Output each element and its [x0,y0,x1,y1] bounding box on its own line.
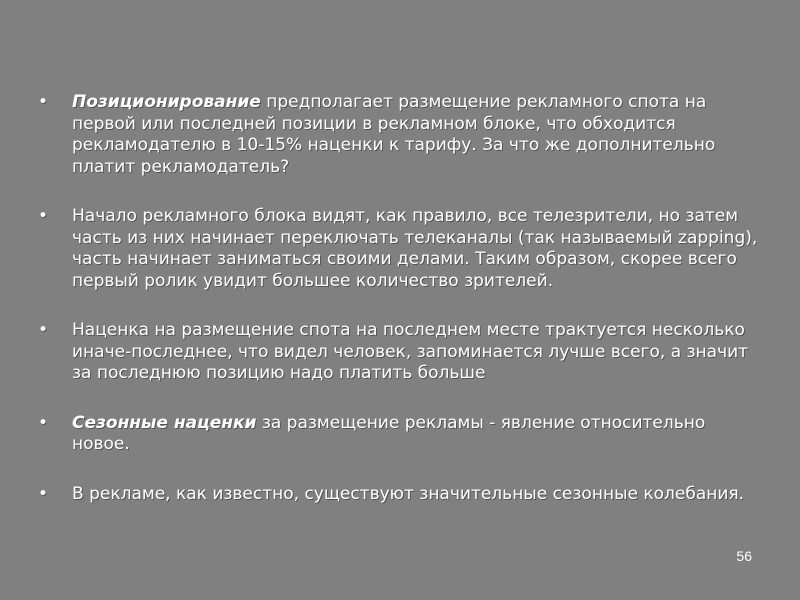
bullet-text [72,92,715,177]
body-text: Наценка на размещение спота на последнем месте трактуется несколько иначе-последнее, что видел человек, запоминается лучше всего, а значит за последнюю позицию надо платить больше [72,320,749,383]
bullet-icon: • [38,320,49,340]
bullet-text [72,206,757,291]
body-text: Начало рекламного блока видят, как правило, все телезрители, но затем часть из них начинает переключать телеканалы (так называемый zapping), часть начинает заниматься своими делами. Таким образом, скорее всего первый ролик увидит большее количество зрителей. [72,206,758,291]
bullet-item [38,413,758,456]
emphasis-text: Позиционирование [72,92,261,112]
body-text: В рекламе, как известно, существуют значительные сезонные колебания. [72,483,745,504]
bullet-icon: • [38,92,49,112]
bullet-text [72,413,705,455]
bullet-icon: • [38,412,49,433]
bullet-icon: • [38,483,49,504]
bullet-item [38,206,758,292]
bullet-item [38,484,758,506]
body-text: за размещение рекламы - явление относительно новое. [72,412,706,454]
bullet-item [38,320,758,385]
bullet-list [38,92,758,533]
bullet-item [38,92,758,178]
bullet-text [72,484,744,504]
bullet-text [72,320,748,383]
page-number: 56 [736,548,752,564]
bullet-icon: • [38,206,49,226]
emphasis-text: Сезонные наценки [72,412,257,433]
body-text: предполагает размещение рекламного спота на первой или последней позиции в рекламном блоке, что обходится рекламодателю в 10-15% наценки к тарифу. За что же дополнительно платит рекламодатель? [72,92,716,177]
